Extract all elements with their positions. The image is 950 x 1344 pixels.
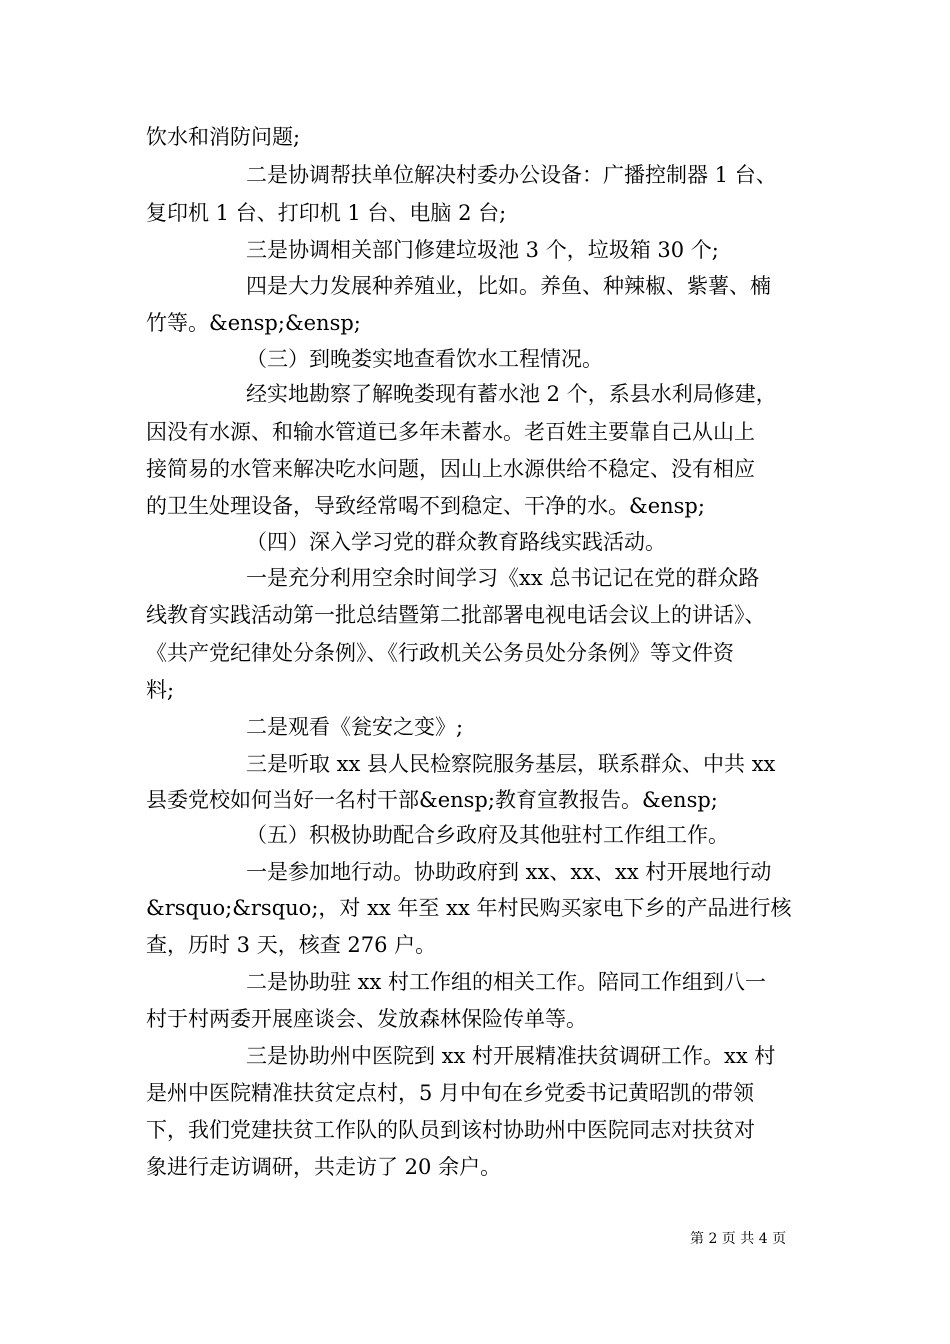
section-heading: （四）深入学习党的群众教育路线实践活动。 bbox=[246, 530, 666, 554]
text-line: 复印机 1 台、打印机 1 台、电脑 2 台; bbox=[146, 201, 507, 225]
text-line: 的卫生处理设备，导致经常喝不到稳定、干净的水。&ensp; bbox=[146, 494, 705, 518]
text-line: 象进行走访调研，共走访了 20 余户。 bbox=[146, 1155, 502, 1179]
text-line: 竹等。&ensp;&ensp; bbox=[146, 311, 361, 335]
section-heading: （五）积极协助配合乡政府及其他驻村工作组工作。 bbox=[246, 823, 729, 847]
text-line: 四是大力发展种养殖业，比如。养鱼、种辣椒、紫薯、楠 bbox=[246, 274, 771, 298]
text-line: 饮水和消防问题; bbox=[146, 125, 301, 149]
text-line: 经实地勘察了解晚娄现有蓄水池 2 个，系县水利局修建， bbox=[246, 382, 777, 406]
text-line: 下，我们党建扶贫工作队的队员到该村协助州中医院同志对扶贫对 bbox=[146, 1118, 755, 1142]
text-line: 县委党校如何当好一名村干部&ensp;教育宣教报告。&ensp; bbox=[146, 788, 718, 812]
page-number: 第 2 页 共 4 页 bbox=[690, 1231, 787, 1247]
text-line: 二是协助驻 xx 村工作组的相关工作。陪同工作组到八一 bbox=[246, 970, 767, 994]
text-line: 一是参加地行动。协助政府到 xx、xx、xx 村开展地行动 bbox=[246, 860, 772, 884]
text-line: &rsquo;&rsquo;，对 xx 年至 xx 年村民购买家电下乡的产品进行核 bbox=[146, 896, 792, 920]
text-line: 是州中医院精准扶贫定点村，5 月中旬在乡党委书记黄昭凯的带领 bbox=[146, 1081, 755, 1105]
text-line: 三是协助州中医院到 xx 村开展精准扶贫调研工作。xx 村 bbox=[246, 1044, 776, 1068]
text-line: 二是观看《瓮安之变》; bbox=[246, 715, 464, 739]
text-line: 村于村两委开展座谈会、发放森林保险传单等。 bbox=[146, 1007, 587, 1031]
text-line: 因没有水源、和输水管道已多年未蓄水。老百姓主要靠自己从山上 bbox=[146, 420, 755, 444]
text-line: 三是听取 xx 县人民检察院服务基层，联系群众、中共 xx bbox=[246, 752, 776, 776]
text-line: 二是协调帮扶单位解决村委办公设备：广播控制器 1 台、 bbox=[246, 163, 777, 187]
text-line: 查，历时 3 天，核查 276 户。 bbox=[146, 933, 437, 957]
text-line: 线教育实践活动第一批总结暨第二批部署电视电话会议上的讲话》、 bbox=[146, 603, 766, 627]
text-line: 接简易的水管来解决吃水问题，因山上水源供给不稳定、没有相应 bbox=[146, 457, 755, 481]
text-line: 一是充分利用空余时间学习《xx 总书记记在党的群众路 bbox=[246, 566, 760, 590]
section-heading: （三）到晚娄实地查看饮水工程情况。 bbox=[246, 347, 603, 371]
text-line: 三是协调相关部门修建垃圾池 3 个，垃圾箱 30 个; bbox=[246, 238, 719, 262]
text-line: 料; bbox=[146, 678, 175, 702]
text-line: 《共产党纪律处分条例》、《行政机关公务员处分条例》等文件资 bbox=[146, 641, 734, 665]
